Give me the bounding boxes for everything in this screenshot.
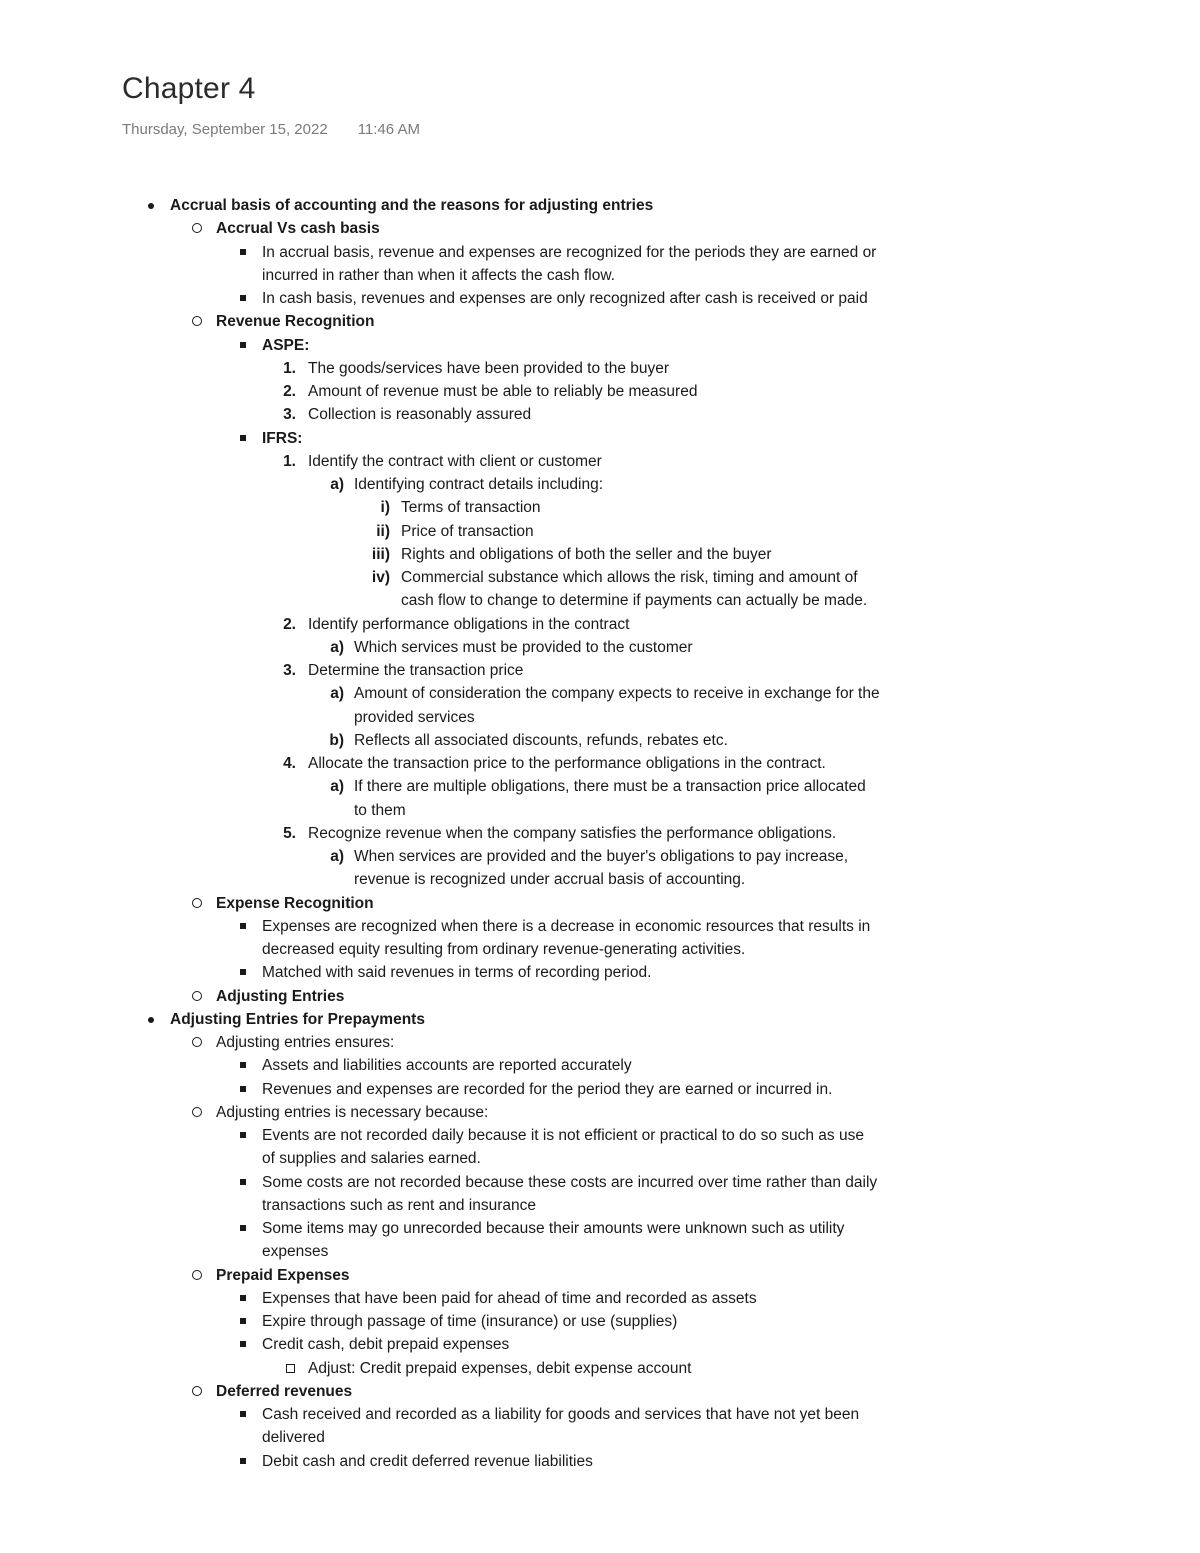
bullet-square-icon: [240, 249, 246, 255]
outline-text: Price of transaction: [401, 522, 534, 540]
outline-line: [0, 380, 1200, 403]
outline-line: [0, 357, 1200, 380]
bullet-circle-icon: [192, 1107, 202, 1117]
outline-line: [0, 1217, 1200, 1240]
outline-text: Some costs are not recorded because these costs are incurred over time rather than daily: [262, 1173, 878, 1191]
outline-line: [0, 334, 1200, 357]
outline-text: Adjusting entries ensures:: [216, 1034, 395, 1051]
outline-line: [0, 1054, 1200, 1077]
outline-text: Credit cash, debit prepaid expenses: [262, 1336, 510, 1354]
bullet-circle-icon: [192, 223, 202, 233]
outline-text: Revenue Recognition: [216, 313, 375, 331]
list-marker: 3.: [283, 406, 296, 424]
outline-line: [0, 1171, 1200, 1194]
outline-line: [0, 1403, 1200, 1426]
outline-line: [0, 1031, 1200, 1054]
outline-line: [0, 985, 1200, 1008]
outline-line: [0, 450, 1200, 473]
bullet-square-icon: [240, 969, 246, 975]
outline-text: Matched with said revenues in terms of recording period.: [262, 964, 652, 982]
outline-text: Revenues and expenses are recorded for the period they are earned or incurred in.: [262, 1080, 833, 1098]
outline-line: [0, 589, 1200, 612]
outline-line: [0, 1333, 1200, 1356]
list-marker: a): [330, 848, 344, 865]
outline-line: [0, 868, 1200, 891]
page-time: 11:46 AM: [357, 121, 420, 138]
outline-text: Amount of revenue must be able to reliably be measured: [308, 383, 698, 400]
bullet-square-icon: [240, 342, 246, 348]
outline-text: delivered: [262, 1429, 325, 1447]
outline-line: [0, 1450, 1200, 1473]
outline-line: [0, 1264, 1200, 1287]
outline-text: Deferred revenues: [216, 1382, 353, 1400]
outline-line: [0, 1287, 1200, 1310]
outline-text: Identify the contract with client or customer: [308, 452, 602, 470]
outline-text: Accrual Vs cash basis: [216, 220, 380, 238]
outline-line: [0, 310, 1200, 333]
outline-text: Reflects all associated discounts, refunds, rebates etc.: [354, 731, 728, 749]
outline-text: incurred in rather than when it affects the cash flow.: [262, 266, 615, 284]
outline-line: [0, 1380, 1200, 1403]
outline-line: [0, 613, 1200, 636]
outline-text: Accrual basis of accounting and the reasons for adjusting entries: [170, 197, 654, 214]
outline-line: [0, 822, 1200, 845]
list-marker: ii): [376, 522, 390, 540]
outline-text: Adjusting Entries for Prepayments: [170, 1010, 425, 1028]
outline-line: [0, 473, 1200, 496]
outline-text: Identify performance obligations in the contract: [308, 615, 630, 633]
outline-text: Events are not recorded daily because it is not efficient or practical to do so such as use: [262, 1127, 864, 1144]
bullet-square-icon: [240, 1132, 246, 1138]
outline-line: [0, 636, 1200, 659]
bullet-square-icon: [240, 1318, 246, 1324]
outline-text: Amount of consideration the company expects to receive in exchange for the: [354, 685, 880, 703]
outline-text: Cash received and recorded as a liability for goods and services that have not yet been: [262, 1406, 860, 1423]
bullet-disc-icon: [148, 1017, 154, 1023]
bullet-square-icon: [240, 1341, 246, 1347]
outline-line: [0, 1078, 1200, 1101]
outline-line: [0, 403, 1200, 426]
outline-text: When services are provided and the buyer's obligations to pay increase,: [354, 848, 849, 865]
outline-line: [0, 496, 1200, 519]
outline-text: Terms of transaction: [401, 499, 541, 517]
outline-text: Allocate the transaction price to the performance obligations in the contract.: [308, 755, 826, 772]
outline-line: [0, 799, 1200, 822]
outline-text: Determine the transaction price: [308, 662, 524, 679]
outline-line: [0, 1194, 1200, 1217]
outline-line: [0, 706, 1200, 729]
list-marker: a): [330, 638, 344, 656]
outline-line: [0, 961, 1200, 984]
outline-line: [0, 543, 1200, 566]
list-marker: 5.: [283, 824, 296, 842]
bullet-disc-icon: [148, 203, 154, 209]
outline-text: Adjusting Entries: [216, 987, 345, 1005]
outline-line: [0, 659, 1200, 682]
outline-line: [0, 1240, 1200, 1263]
outline-text: Prepaid Expenses: [216, 1266, 350, 1284]
outline-text: decreased equity resulting from ordinary revenue-generating activities.: [262, 941, 746, 958]
outline-text: of supplies and salaries earned.: [262, 1150, 481, 1168]
outline-text: Identifying contract details including:: [354, 476, 604, 493]
outline-text: Some items may go unrecorded because their amounts were unknown such as utility: [262, 1220, 845, 1237]
outline-text: In cash basis, revenues and expenses are only recognized after cash is received or paid: [262, 290, 868, 307]
outline-text: Assets and liabilities accounts are reported accurately: [262, 1057, 632, 1075]
outline-line: [0, 938, 1200, 961]
outline-text: revenue is recognized under accrual basis of accounting.: [354, 871, 746, 889]
outline-line: [0, 915, 1200, 938]
bullet-circle-icon: [192, 1037, 202, 1047]
outline-text: Expense Recognition: [216, 894, 374, 912]
list-marker: iii): [371, 545, 390, 563]
list-marker: 1.: [283, 452, 296, 470]
outline-text: Expire through passage of time (insurance) or use (supplies): [262, 1313, 678, 1330]
outline-text: Adjusting entries is necessary because:: [216, 1103, 489, 1121]
outline-line: [0, 845, 1200, 868]
page-date: Thursday, September 15, 2022: [122, 121, 328, 138]
outline-line: [0, 729, 1200, 752]
outline-text: ASPE:: [262, 336, 310, 354]
outline-text: In accrual basis, revenue and expenses are recognized for the periods they are earned or: [262, 243, 877, 261]
outline-line: [0, 1008, 1200, 1031]
outline-line: [0, 752, 1200, 775]
outline-text: cash flow to change to determine if payments can actually be made.: [401, 592, 868, 610]
bullet-square-icon: [240, 1062, 246, 1068]
outline-text: provided services: [354, 708, 475, 726]
outline-text: expenses: [262, 1243, 329, 1261]
outline-line: [0, 1357, 1200, 1380]
bullet-square-icon: [240, 1179, 246, 1185]
outline-text: Expenses that have been paid for ahead of time and recorded as assets: [262, 1289, 757, 1307]
outline-text: The goods/services have been provided to the buyer: [308, 359, 670, 377]
list-marker: 4.: [283, 755, 296, 772]
list-marker: 1.: [283, 359, 296, 377]
bullet-circle-icon: [192, 1386, 202, 1396]
list-marker: a): [330, 778, 344, 796]
outline-text: Adjust: Credit prepaid expenses, debit expense account: [308, 1359, 692, 1377]
bullet-circle-icon: [192, 991, 202, 1001]
outline-line: [0, 892, 1200, 915]
outline-text: Recognize revenue when the company satisfies the performance obligations.: [308, 824, 837, 842]
bullet-square-icon: [240, 1411, 246, 1417]
page-timestamp: [122, 121, 420, 138]
list-marker: a): [330, 476, 344, 493]
outline-text: Expenses are recognized when there is a decrease in economic resources that results in: [262, 917, 871, 935]
outline-line: [0, 241, 1200, 264]
outline-line: [0, 264, 1200, 287]
outline-line: [0, 1101, 1200, 1124]
outline-line: [0, 682, 1200, 705]
outline-text: IFRS:: [262, 429, 303, 447]
outline-line: [0, 1426, 1200, 1449]
list-marker: 2.: [283, 383, 296, 400]
outline-text: If there are multiple obligations, there must be a transaction price allocated: [354, 778, 866, 796]
outline-line: [0, 1147, 1200, 1170]
outline-line: [0, 287, 1200, 310]
outline-text: Which services must be provided to the customer: [354, 638, 693, 656]
page-title: Chapter 4: [122, 72, 256, 105]
outline-text: Rights and obligations of both the seller and the buyer: [401, 545, 772, 563]
bullet-square-icon: [240, 1225, 246, 1231]
list-marker: 2.: [283, 615, 296, 633]
outline-text: Collection is reasonably assured: [308, 406, 532, 424]
bullet-circle-icon: [192, 316, 202, 326]
bullet-circle-icon: [192, 898, 202, 908]
outline-line: [0, 566, 1200, 589]
outline-line: [0, 775, 1200, 798]
bullet-square-icon: [240, 923, 246, 929]
outline-line: [0, 217, 1200, 240]
outline-text: Commercial substance which allows the risk, timing and amount of: [401, 569, 858, 586]
outline-text: transactions such as rent and insurance: [262, 1196, 536, 1214]
bullet-square-icon: [240, 1295, 246, 1301]
list-marker: a): [330, 685, 344, 703]
outline-text: to them: [354, 801, 406, 819]
bullet-square-icon: [240, 435, 246, 441]
list-marker: iv): [371, 569, 390, 586]
bullet-square-icon: [240, 1086, 246, 1092]
bullet-circle-icon: [192, 1270, 202, 1280]
list-marker: 3.: [283, 662, 296, 679]
bullet-square-icon: [240, 1458, 246, 1464]
list-marker: b): [329, 731, 344, 749]
outline-text: Debit cash and credit deferred revenue liabilities: [262, 1452, 593, 1470]
outline-line: [0, 1124, 1200, 1147]
bullet-square-icon: [240, 295, 246, 301]
outline-line: [0, 194, 1200, 217]
bullet-hollow-square-icon: [286, 1364, 295, 1373]
outline-line: [0, 427, 1200, 450]
list-marker: i): [380, 499, 390, 517]
outline-line: [0, 1310, 1200, 1333]
outline-line: [0, 520, 1200, 543]
